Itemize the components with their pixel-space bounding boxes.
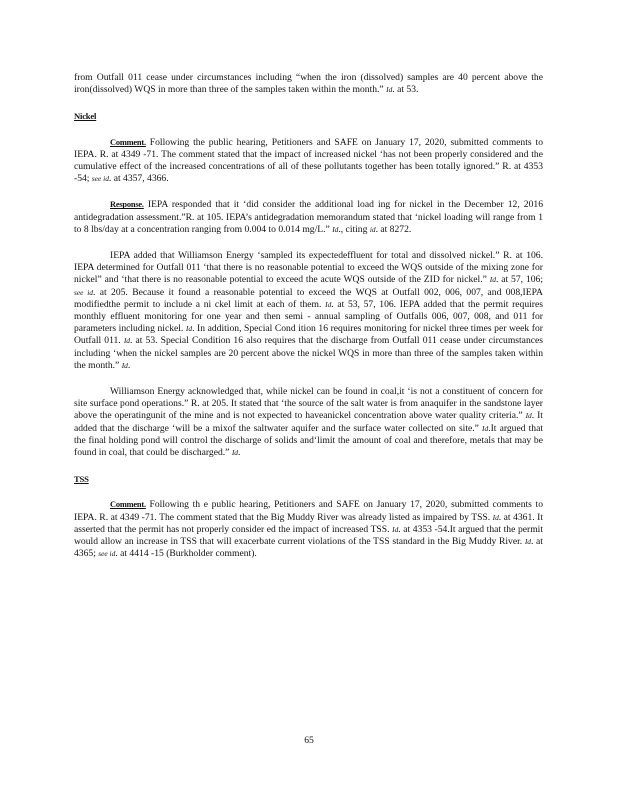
citation: Id xyxy=(121,360,128,370)
citation: see id xyxy=(91,174,109,184)
citation: Id xyxy=(524,537,531,547)
body-text: Following th e public hearing, Petitioners and SAFE on January 17, 2020, submitted comments to IEPA. R. at 4349 -71. The comment stated that the Big Muddy River was already listed as impaired by TSS. xyxy=(74,499,543,523)
citation: Id xyxy=(123,336,130,346)
body-text: . at 53. Special Condition 16 also requires that the discharge from Outfall 011 cease under circumstances including ‘when the nickel samples are 20 percent above the nickel WQS in more than three of the samples taken within the month.” xyxy=(74,335,543,371)
section-heading-tss: TSS xyxy=(74,474,89,485)
body-text: . In addition, Special Cond ition 16 requires monitoring for nickel three times per week for Outfall 011. xyxy=(74,323,543,347)
body-text: . at 4357, 4366. xyxy=(108,173,169,185)
body-text: . at 53. xyxy=(392,84,419,96)
citation: Id xyxy=(332,224,339,234)
citation: see id xyxy=(74,287,93,297)
citation: Id xyxy=(492,512,499,522)
body-text: . xyxy=(238,447,241,459)
tss-comment-paragraph xyxy=(74,499,543,560)
nickel-response-paragraph xyxy=(74,199,543,236)
body-text: Williamson Energy acknowledged that, while nickel can be found in coal,it ‘is not a constituent of concern for site surface pond operations.” R. at 205. It stated that ‘the source of the salt water is from anaquifer in the sandstone layer above the operatingunit of the mine and is not expected to haveanickel concentration above water quality criteria.” xyxy=(74,386,543,422)
body-text: from Outfall 011 cease under circumstances including “when the iron (dissolved) samples are 40 percent above the iron(dissolved) WQS in more than three of the samples taken within the month.” xyxy=(74,72,543,96)
body-text: .It argued that the final holding pond will control the discharge of solids and‘limit the amount of coal and therefore, metals that may be found in coal, that could be discharged.” xyxy=(74,422,543,459)
page-body xyxy=(74,72,543,575)
comment-label: Comment. xyxy=(110,137,146,147)
citation: Id xyxy=(325,299,332,309)
body-text: . at 4361. It asserted that the permit has not properly consider ed the impact of increased TSS. xyxy=(74,511,543,535)
nickel-paragraph-3 xyxy=(74,250,543,372)
citation: see id xyxy=(98,549,116,559)
body-text: IEPA added that Williamson Energy ‘sampled its expectedeffluent for total and dissolved nickel.” R. at 106. IEPA determined for Outfall 011 ‘that there is no reasonable potential to exceed the WQS outside of the mixing zone for nickel” and ‘that there is no reasonable potential to exceed the acute WQS outside of the ZID for nickel.” xyxy=(74,250,543,286)
citation: Id xyxy=(489,275,496,285)
nickel-comment-paragraph xyxy=(74,137,543,186)
body-text: . at 8272. xyxy=(375,223,412,235)
comment-label: Comment. xyxy=(110,500,146,510)
body-text: . at 53, 57, 106. IEPA added that the permit requires monthly effluent monitoring for one year and then semi - annual sampling of Outfalls 006, 007, 008, and 011 for parameters including nickel. xyxy=(74,298,543,335)
body-text: . at 4353 -54.It argued that the permit would allow an increase in TSS that will exacerbate current violations of the TSS standard in the Big Muddy River. xyxy=(74,523,543,548)
body-text: . at 205. Because it found a reasonable potential to exceed the WQS at Outfall 002, 006, 007, and 008,IEPA modifiedthe permit to include a ni ckel limit at each of them. xyxy=(74,286,543,310)
citation: Id xyxy=(482,423,489,433)
body-text: . at 57, 106; xyxy=(495,274,543,286)
nickel-paragraph-4 xyxy=(74,386,543,459)
section-heading-nickel: Nickel xyxy=(74,111,97,122)
body-text: . xyxy=(127,359,131,371)
intro-paragraph xyxy=(74,72,543,96)
body-text: . at 4365; xyxy=(74,536,543,560)
body-text: . It added that the discharge ‘will be a mixof the saltwater aquifer and the surface water collected on site.” xyxy=(74,410,543,434)
body-text: ., citing xyxy=(338,223,368,235)
citation: Id xyxy=(231,448,238,458)
citation: Id xyxy=(185,324,193,334)
body-text: IEPA responded that it ‘did consider the additional load ing for nickel in the December 12, 2016 antidegradation assessment.”R. at 105. IEPA’s antidegradation memorandum stated that ‘nickel loading will range from 1 to 8 lbs/day at a concentration ranging from 0.004 to 0.014 mg/L.” xyxy=(74,199,543,235)
response-label: Response. xyxy=(110,200,144,210)
citation: Id xyxy=(386,85,393,95)
body-text: . at 4414 -15 (Burkholder comment). xyxy=(115,548,257,560)
body-text: Following the public hearing, Petitioners and SAFE on January 17, 2020, submitted comments to IEPA. R. at 4349 -71. The comment stated that the impact of increased nickel ‘has not been properly considered and the cumulative effect of the increased concentrations of all of these pollutants together has been totally ignored.” R. at 4353 -54; xyxy=(74,136,543,185)
page-number: 65 xyxy=(304,735,314,746)
citation: Id xyxy=(392,524,399,534)
citation: id xyxy=(369,224,376,234)
citation: Id xyxy=(525,411,532,421)
